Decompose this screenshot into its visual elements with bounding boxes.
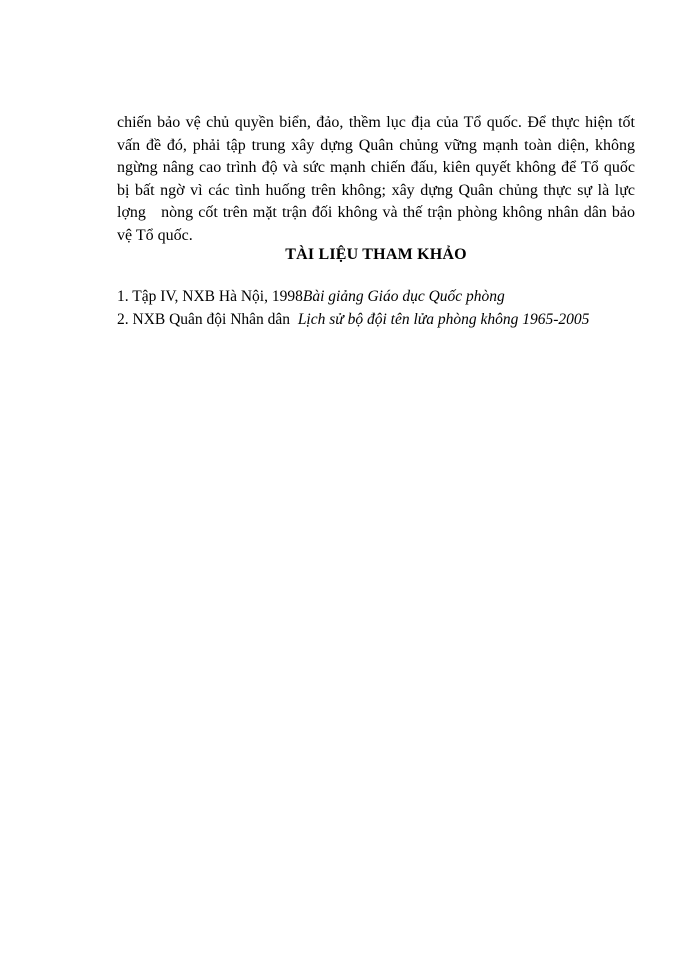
reference-title: Bài giảng Giáo dục Quốc phòng — [302, 288, 505, 305]
body-line: ngừng nâng cao trình độ và sức mạnh chiến đấu, kiên quyết không để Tổ quốc — [117, 159, 635, 176]
references-heading: TÀI LIỆU THAM KHẢO — [285, 246, 467, 263]
reference-item — [117, 286, 657, 309]
reference-item — [117, 309, 657, 332]
reference-prefix: 1. Tập IV, NXB Hà Nội, 1998 — [117, 288, 303, 305]
body-line: lợng nòng cốt trên mặt trận đối không và thế trận phòng không nhân dân bảo — [117, 204, 635, 221]
reference-title: Lịch sử bộ đội tên lửa phòng không 1965-2005 — [297, 310, 590, 328]
body-paragraph — [117, 112, 635, 247]
body-line: vấn đề đó, phải tập trung xây dựng Quân chủng vững mạnh toàn diện, không — [117, 136, 635, 154]
body-line: vệ Tổ quốc. — [117, 226, 193, 244]
references-list — [117, 286, 657, 331]
body-line: chiến bảo vệ chủ quyền biển, đảo, thềm lục địa của Tổ quốc. Để thực hiện tốt — [117, 114, 635, 131]
reference-prefix: 2. NXB Quân đội Nhân dân — [117, 310, 298, 328]
body-line: bị bất ngờ vì các tình huống trên không; xây dựng Quân chủng thực sự là lực — [117, 181, 635, 199]
